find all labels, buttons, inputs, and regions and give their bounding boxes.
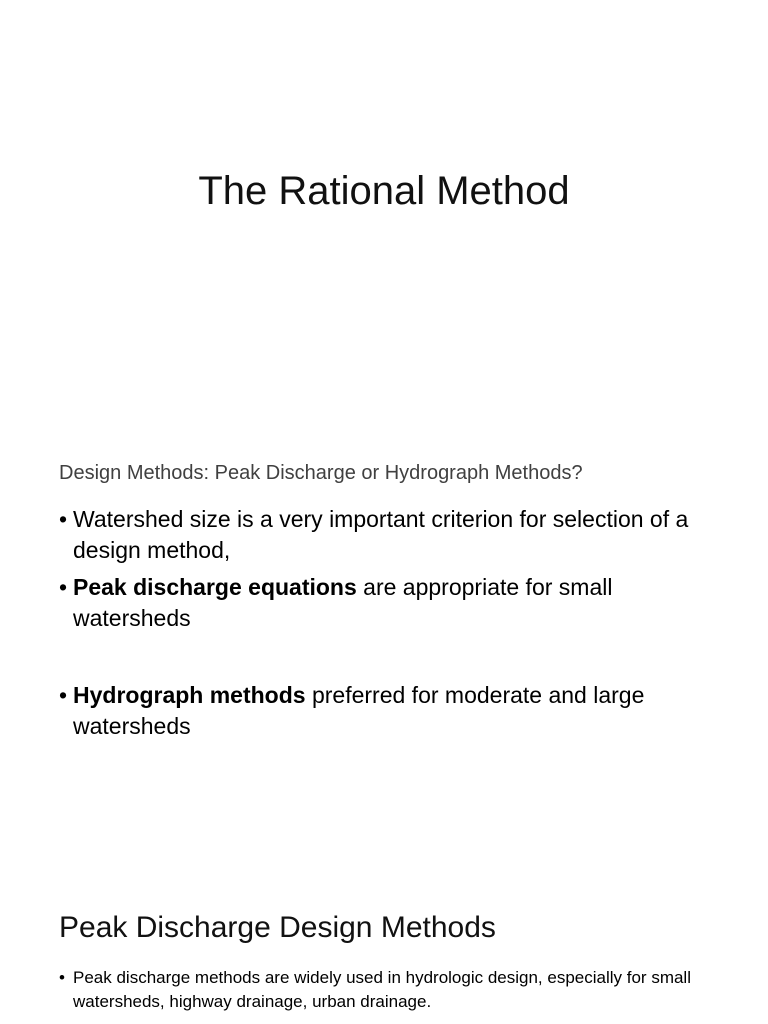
bullet-text: Peak discharge methods are widely used in hydrologic design, especially for small watersheds, highway drainage, urban drainage.	[73, 968, 691, 1011]
small-bullet-list	[59, 966, 739, 1014]
bullet-text: are appropriate for small watersheds	[73, 574, 613, 631]
bullet-marker: •	[59, 968, 65, 987]
bullet-item-hydrograph	[59, 680, 719, 742]
bullet-item-peak-discharge	[59, 572, 719, 634]
bullet-bold-term: Peak discharge equations	[73, 574, 357, 600]
bullet-text: Watershed size is a very important criterion for selection of a design method,	[73, 506, 689, 563]
bullet-marker: •	[59, 506, 68, 532]
bullet-marker: •	[59, 574, 68, 600]
bullet-list	[59, 504, 719, 742]
bullet-text: preferred for moderate and large watersheds	[73, 682, 645, 739]
slide-title: The Rational Method	[198, 169, 570, 213]
section-heading: Peak Discharge Design Methods	[59, 911, 496, 944]
section-subheading: Design Methods: Peak Discharge or Hydrograph Methods?	[59, 462, 583, 484]
bullet-item-watershed-size	[59, 504, 719, 566]
bullet-bold-term: Hydrograph methods	[73, 682, 306, 708]
small-bullet-item	[59, 966, 739, 1014]
bullet-marker: •	[59, 682, 68, 708]
